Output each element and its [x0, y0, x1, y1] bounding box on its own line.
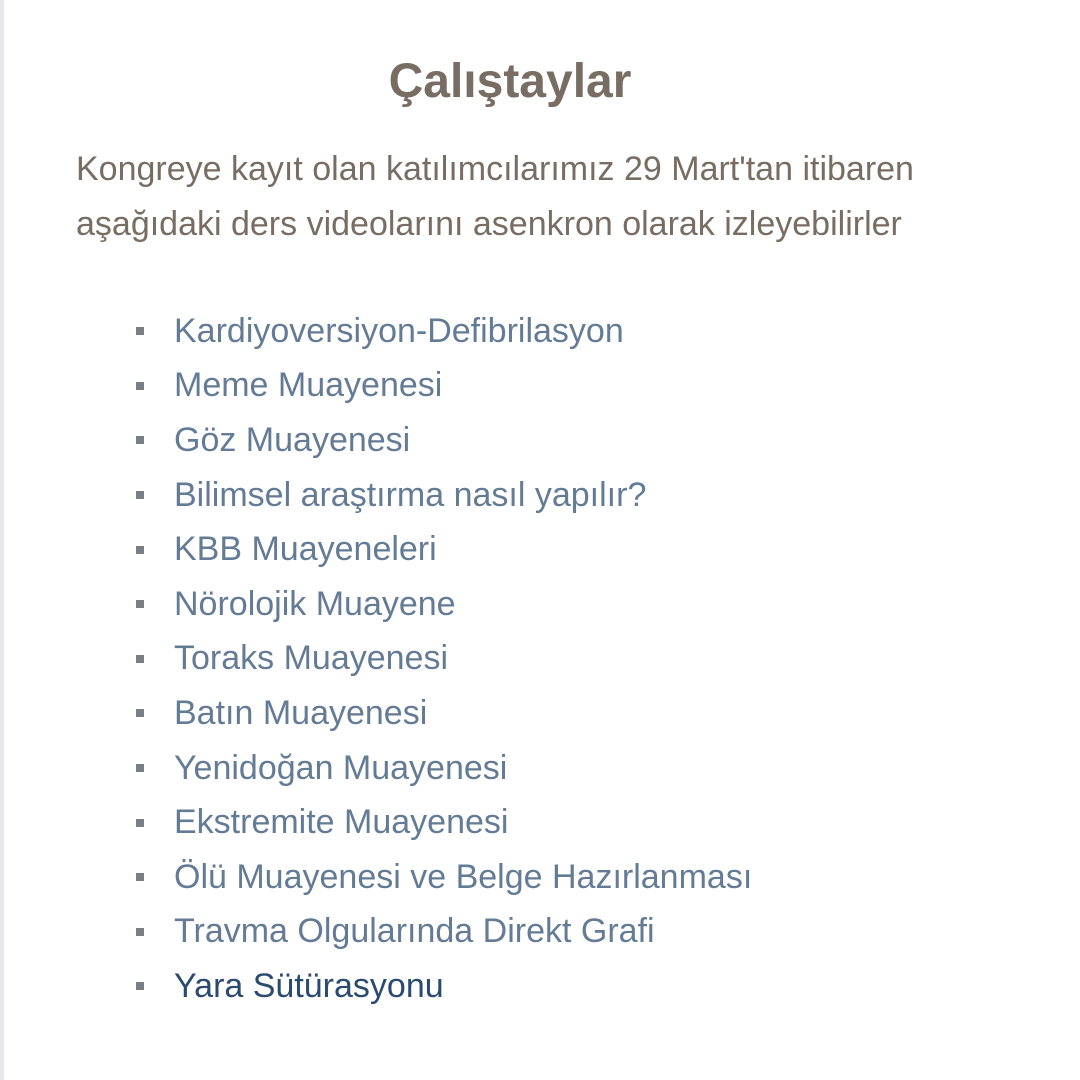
workshop-link-kardiyoversiyon[interactable]: Kardiyoversiyon-Defibrilasyon	[174, 311, 624, 350]
workshop-link-olu-muayenesi[interactable]: Ölü Muayenesi ve Belge Hazırlanması	[174, 857, 753, 896]
list-item	[132, 905, 752, 960]
list-item	[132, 632, 752, 687]
workshop-link-bilimsel-arastirma[interactable]: Bilimsel araştırma nasıl yapılır?	[174, 475, 647, 514]
page-title: Çalıştaylar	[388, 55, 632, 108]
square-bullet-icon	[136, 819, 144, 827]
workshop-link-yara-suturasyonu[interactable]: Yara Sütürasyonu	[174, 966, 444, 1005]
workshop-link-toraks-muayenesi[interactable]: Toraks Muayenesi	[174, 639, 449, 678]
square-bullet-icon	[136, 873, 144, 881]
list-item	[132, 850, 752, 905]
square-bullet-icon	[136, 491, 144, 499]
square-bullet-icon	[136, 709, 144, 717]
workshop-link-meme-muayenesi[interactable]: Meme Muayenesi	[174, 366, 443, 405]
workshop-link-goz-muayenesi[interactable]: Göz Muayenesi	[174, 420, 411, 459]
workshop-link-norolojik-muayene[interactable]: Nörolojik Muayene	[174, 584, 456, 623]
square-bullet-icon	[136, 327, 144, 335]
list-item	[132, 304, 752, 359]
square-bullet-icon	[136, 655, 144, 663]
list-item	[132, 686, 752, 741]
list-item	[132, 577, 752, 632]
workshop-link-kbb-muayeneleri[interactable]: KBB Muayeneleri	[174, 530, 437, 569]
workshop-list	[132, 304, 752, 1014]
workshop-link-yenidogan-muayenesi[interactable]: Yenidoğan Muayenesi	[174, 748, 508, 787]
square-bullet-icon	[136, 600, 144, 608]
workshop-link-travma-olgulari[interactable]: Travma Olgularında Direkt Grafi	[174, 912, 655, 951]
list-item	[132, 795, 752, 850]
list-item	[132, 959, 752, 1014]
list-item	[132, 741, 752, 796]
workshop-link-ekstremite-muayenesi[interactable]: Ekstremite Muayenesi	[174, 803, 509, 842]
workshop-link-batin-muayenesi[interactable]: Batın Muayenesi	[174, 693, 428, 732]
list-item	[132, 522, 752, 577]
square-bullet-icon	[136, 546, 144, 554]
intro-text: Kongreye kayıt olan katılımcılarımız 29 Mart'tan itibaren aşağıdaki ders videolarını asenkron olarak izleyebilirler	[76, 150, 914, 243]
square-bullet-icon	[136, 382, 144, 390]
square-bullet-icon	[136, 764, 144, 772]
square-bullet-icon	[136, 928, 144, 936]
square-bullet-icon	[136, 436, 144, 444]
list-item	[132, 413, 752, 468]
list-item	[132, 359, 752, 414]
square-bullet-icon	[136, 982, 144, 990]
list-item	[132, 468, 752, 523]
